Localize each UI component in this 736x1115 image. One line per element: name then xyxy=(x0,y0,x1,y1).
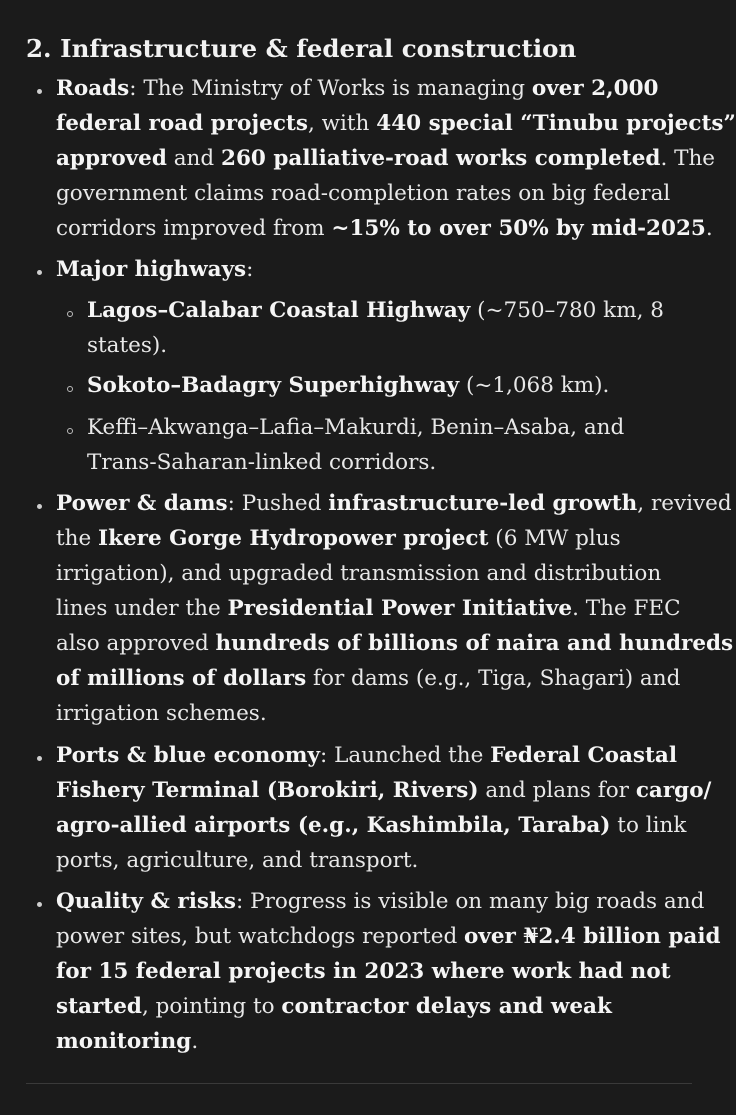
roads-text: . xyxy=(705,216,713,241)
ports-label: Ports & blue economy xyxy=(56,743,320,768)
bullet-circle-icon xyxy=(67,428,73,434)
power-text: lines under the xyxy=(56,596,228,621)
list-item-highways xyxy=(56,252,696,287)
ports-text: and plans for xyxy=(478,778,636,803)
ports-bold: cargo/ xyxy=(635,778,712,803)
divider xyxy=(26,1083,692,1084)
ports-bold: Fishery Terminal (Borokiri, Rivers) xyxy=(56,778,479,803)
quality-bold: contractor delays and weak xyxy=(281,994,612,1019)
power-text: . The FEC xyxy=(572,596,681,621)
ports-text: to link xyxy=(610,813,687,838)
power-bold: infrastructure-led growth xyxy=(328,491,638,516)
highway-name: Sokoto–Badagry Superhighway xyxy=(87,373,460,398)
roads-bold: federal road projects xyxy=(56,111,308,136)
quality-text: : Progress is visible on many big roads and xyxy=(236,889,705,914)
roads-text: . The xyxy=(660,146,716,171)
roads-bold: 260 palliative-road works completed xyxy=(220,146,661,171)
power-text: also approved xyxy=(56,631,216,656)
bullet-dot-icon xyxy=(37,756,42,761)
list-item-other-corridors xyxy=(87,410,687,480)
roads-text: , with xyxy=(307,111,377,136)
quality-text: power sites, but watchdogs reported xyxy=(56,924,465,949)
roads-bold: 440 special “Tinubu projects” xyxy=(376,111,736,136)
list-item-sokoto-badagry xyxy=(87,368,687,403)
bullet-dot-icon xyxy=(37,504,42,509)
power-bold: of millions of dollars xyxy=(56,666,307,691)
highway-name: Lagos–Calabar Coastal Highway xyxy=(87,298,471,323)
roads-text: government claims road-completion rates on big federal xyxy=(56,181,671,206)
roads-text: : The Ministry of Works is managing xyxy=(129,76,532,101)
power-text: : Pushed xyxy=(227,491,329,516)
power-text: irrigation), and upgraded transmission and distribution xyxy=(56,561,662,586)
list-item-ports xyxy=(56,738,712,878)
power-bold: Presidential Power Initiative xyxy=(227,596,573,621)
highway-text: (~750–780 km, 8 xyxy=(470,298,664,323)
section-heading: 2. Infrastructure & federal construction xyxy=(26,34,577,63)
power-bold: hundreds of billions of naira and hundreds xyxy=(215,631,734,656)
ports-bold: agro-allied airports (e.g., Kashimbila, Taraba) xyxy=(56,813,611,838)
power-text: , revived xyxy=(637,491,732,516)
bullet-dot-icon xyxy=(37,270,42,275)
quality-label: Quality & risks xyxy=(56,889,237,914)
roads-bold: over 2,000 xyxy=(531,76,659,101)
quality-bold: monitoring xyxy=(56,1029,192,1054)
roads-bold: ~15% to over 50% by mid-2025 xyxy=(331,216,706,241)
power-text: irrigation schemes. xyxy=(56,701,267,726)
highways-label: Major highways xyxy=(56,257,247,282)
ports-text: ports, agriculture, and transport. xyxy=(56,848,419,873)
power-text: the xyxy=(56,526,99,551)
quality-bold: over ₦2.4 billion paid xyxy=(464,924,721,949)
ports-text: : Launched the xyxy=(320,743,491,768)
bullet-circle-icon xyxy=(67,311,73,317)
highways-text: : xyxy=(246,257,254,282)
list-item-power xyxy=(56,486,734,731)
ports-bold: Federal Coastal xyxy=(490,743,678,768)
power-text: (6 MW plus xyxy=(488,526,621,551)
quality-bold: started xyxy=(56,994,142,1019)
highway-text: Trans-Saharan-linked corridors. xyxy=(87,450,437,475)
bullet-circle-icon xyxy=(67,386,73,392)
bullet-dot-icon xyxy=(37,902,42,907)
power-text: for dams (e.g., Tiga, Shagari) and xyxy=(306,666,681,691)
roads-label: Roads xyxy=(56,76,130,101)
roads-text: and xyxy=(166,146,221,171)
power-label: Power & dams xyxy=(56,491,228,516)
highway-text: states). xyxy=(87,333,168,358)
bullet-dot-icon xyxy=(37,89,42,94)
quality-text: . xyxy=(191,1029,199,1054)
list-item-lagos-calabar xyxy=(87,293,687,363)
list-item-roads xyxy=(56,71,736,246)
roads-bold: approved xyxy=(56,146,167,171)
roads-text: corridors improved from xyxy=(56,216,332,241)
quality-text: , pointing to xyxy=(141,994,282,1019)
quality-bold: for 15 federal projects in 2023 where work had not xyxy=(56,959,671,984)
power-bold: Ikere Gorge Hydropower project xyxy=(98,526,489,551)
highway-text: Keffi–Akwanga–Lafia–Makurdi, Benin–Asaba, and xyxy=(87,415,625,440)
list-item-quality xyxy=(56,884,721,1059)
highway-text: (~1,068 km). xyxy=(459,373,610,398)
